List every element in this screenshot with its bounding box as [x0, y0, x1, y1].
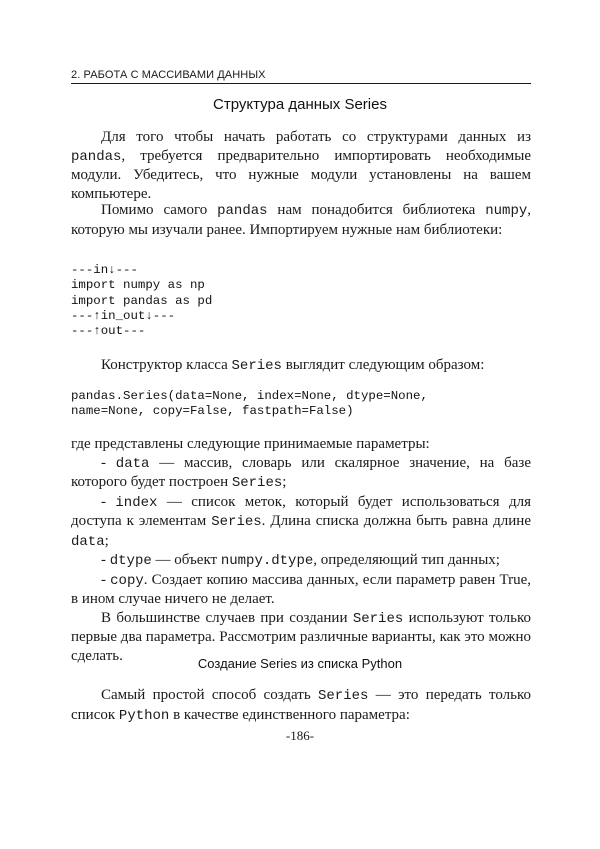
inline-code: pandas — [71, 148, 122, 165]
inline-code: index — [115, 494, 158, 511]
text: . Создает копию массива данных, если параметр равен True, в ином случае ничего не делает. — [71, 571, 531, 607]
text: , определяющий тип данных; — [313, 552, 500, 568]
text: используют только первые два параметра. Рассмотрим различные варианты, как это можно сделать. — [71, 609, 532, 664]
inline-code: Python — [118, 707, 170, 724]
text: — массив, словарь или скалярное значение, на базе которого будет построен — [71, 454, 532, 490]
code-block-imports — [71, 263, 212, 339]
code-line: ---in↓--- — [71, 263, 138, 277]
text: ; — [282, 474, 287, 490]
text: . Длина списка должна быть равна длине — [261, 513, 531, 529]
text: выглядит следующим образом: — [281, 357, 485, 373]
paragraph-constructor — [71, 356, 531, 376]
param-index — [71, 493, 531, 552]
running-header: 2. РАБОТА С МАССИВАМИ ДАННЫХ — [71, 69, 266, 81]
params-block — [71, 435, 531, 665]
text: — объект — [151, 552, 221, 568]
inline-code: Series — [211, 514, 262, 530]
text: нам понадобится библиотека — [267, 202, 486, 218]
code-line: name=None, copy=False, fastpath=False) — [71, 404, 354, 419]
text: - — [101, 454, 116, 471]
inline-code: numpy.dtype — [220, 553, 314, 569]
text: - — [101, 552, 110, 568]
page-number: -186- — [285, 728, 315, 743]
text: , которую мы изучали ранее. Импортируем нужные нам библиотеки: — [71, 202, 531, 238]
text: - — [101, 493, 116, 510]
inline-code: copy — [110, 572, 144, 589]
text: в качестве единственного параметра: — [169, 706, 410, 723]
param-data — [71, 454, 531, 493]
code-line: import numpy as np — [71, 278, 205, 293]
inline-code: pandas — [217, 203, 268, 219]
param-copy — [71, 571, 531, 609]
text: В большинстве случаев при создании — [101, 609, 353, 626]
code-line: ---↑in_out↓--- — [71, 308, 176, 323]
text: Для того чтобы начать работать со структурами данных из — [101, 129, 531, 145]
header-rule — [71, 83, 531, 84]
text: , требуется предварительно импортировать необходимые модули. Убедитесь, что нужные модули установлены на вашем компьютере. — [71, 147, 531, 202]
section-title: Структура данных Series — [213, 96, 387, 113]
text: — список меток, который будет использоваться для доступа к элементам — [71, 493, 531, 529]
param-dtype — [71, 551, 531, 571]
inline-code: data — [115, 455, 150, 472]
params-intro: где представлены следующие принимаемые параметры: — [71, 436, 430, 452]
code-line: import pandas as pd — [71, 293, 213, 308]
inline-code: Series — [231, 358, 282, 374]
text: ; — [104, 532, 109, 549]
text: Самый простой способ создать — [101, 687, 318, 703]
code-block-signature — [71, 389, 428, 420]
code-line: ---↑out--- — [71, 324, 146, 339]
text: — это передать только список — [71, 687, 531, 723]
paragraph-intro — [71, 128, 531, 203]
text: - — [101, 571, 111, 588]
text: Помимо самого — [101, 202, 218, 218]
inline-code: dtype — [109, 553, 152, 569]
inline-code: Series — [352, 610, 404, 627]
paragraph-numpy — [71, 201, 531, 239]
inline-code: numpy — [485, 203, 528, 219]
paragraph-list — [71, 686, 531, 725]
inline-code: Series — [231, 475, 283, 491]
subheading: Создание Series из списка Python — [197, 656, 403, 671]
code-line: pandas.Series(data=None, index=None, dtype=None, — [71, 389, 428, 403]
inline-code: data — [71, 533, 105, 550]
text: Конструктор класса — [101, 357, 232, 373]
inline-code: Series — [318, 688, 369, 704]
